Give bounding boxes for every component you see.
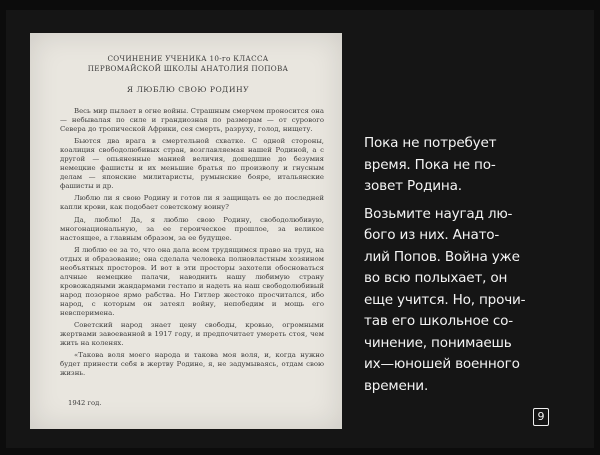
essay-paragraph: Люблю ли я свою Родину и готов ли я защищать ее до последней капли крови, как подобает советскому воину?: [60, 194, 324, 212]
essay-header: СОЧИНЕНИЕ УЧЕНИКА 10-го КЛАССА ПЕРВОМАЙСКОЙ ШКОЛЫ АНАТОЛИЯ ПОПОВА: [87, 54, 289, 73]
essay-paragraph: Весь мир пылает в огне войны. Страшным смерчем проносится она — небывалая по силе и грандиозная по размерам — от сурового Севера до тропической Африки, сея смерть, разруху, голод, нищету.: [60, 107, 324, 134]
page-number-badge: 9: [533, 408, 549, 426]
caption-text: [364, 133, 544, 397]
essay-year: 1942 год.: [68, 399, 102, 407]
caption-paragraph: Пока не потребует время. Пока не по- зовет Родина.: [364, 135, 497, 194]
essay-document-image: [30, 33, 342, 429]
essay-paragraph: Бьются два врага в смертельной схватке. С одной стороны, коалиция свободолюбивых стран, возглавляемая нашей Родиной, а с другой — опьяненные манией величия, дошедшие до безумия немецкие фашисты и их меньшие братья по произволу и гнусным делам — японские милитаристы, румынские бояре, итальянские фашисты и др.: [60, 137, 324, 191]
essay-paragraph: Советский народ знает цену свободы, кровью, огромными жертвами завоеванной в 1917 году, и предпочитает умереть стоя, чем жить на коленях.: [60, 321, 324, 348]
essay-paragraph: «Такова воля моего народа и такова моя воля, и, когда нужно будет принести себя в жертву Родине, я, не задумываясь, отдам свою жизнь.: [60, 351, 324, 378]
essay-body: [60, 107, 324, 381]
essay-paragraph: Я люблю ее за то, что она дала всем трудящимся право на труд, на отдых и образование; она сделала человека полновластным хозяином необъятных просторов. И вот в эти просторы захотели обосноваться алчные немецкие палачи, наводнить нашу любимую страну кровожадными жандармами гестапо и надеть на наш свободолюбивый народ позорное ярмо рабства. Но Гитлер жестоко просчитался, ибо народ, с которым он затеял войну, непобедим и мощь его невсперимена.: [60, 245, 324, 317]
essay-paragraph: Да, люблю! Да, я люблю свою Родину, свободолюбивую, многонациональную, за ее героическое прошлое, за великое настоящее, а главным образом, за ее будущее.: [60, 215, 324, 242]
caption-paragraph: Возьмите наугад лю- бого из них. Анато- лий Попов. Война уже во всю полыхает, он еще учится. Но, прочи- тав его школьное со- чинение, понимаешь их—юношей военного времени.: [364, 205, 526, 394]
essay-title: Я ЛЮБЛЮ СВОЮ РОДИНУ: [126, 85, 250, 94]
